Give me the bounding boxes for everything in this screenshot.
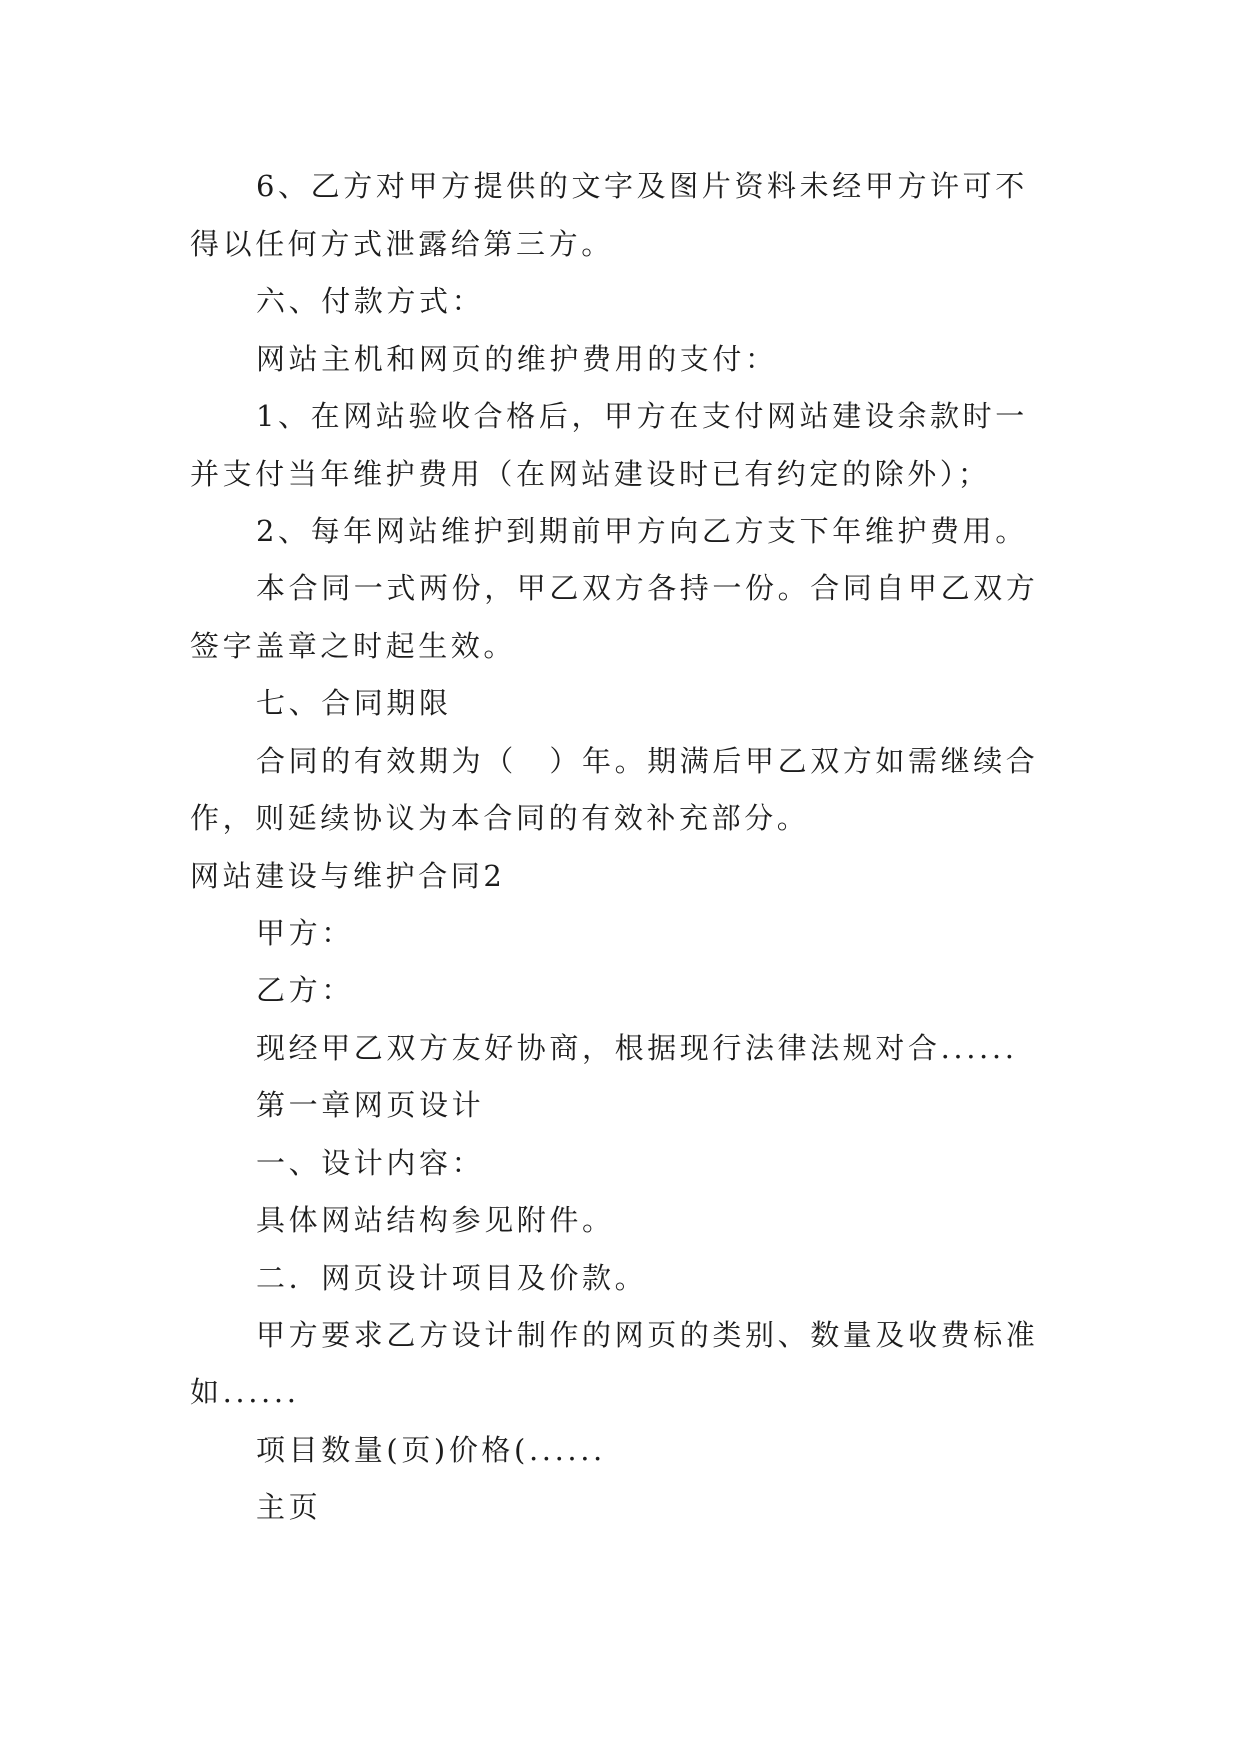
paragraph-term-line-2: 作，则延续协议为本合同的有效补充部分。 [190,801,810,835]
paragraph-clause-6-line-1: 6、乙方对甲方提供的文字及图片资料未经甲方许可不 [256,169,1028,203]
section-heading-term: 七、合同期限 [256,686,452,720]
paragraph-copies-line-2: 签字盖章之时起生效。 [190,629,517,663]
paragraph-design-requirements-line-1: 甲方要求乙方设计制作的网页的类别、数量及收费标准 [256,1318,1039,1352]
table-row-homepage: 主页 [256,1490,322,1524]
paragraph-clause-6-line-2: 得以任何方式泄露给第三方。 [190,227,614,261]
paragraph-maintenance-fee-intro: 网站主机和网页的维护费用的支付： [256,342,778,376]
table-header-items: 项目数量(页)价格(...... [256,1433,606,1467]
paragraph-payment-item-1-line-1: 1、在网站验收合格后，甲方在支付网站建设余款时一 [256,399,1028,433]
paragraph-payment-item-1-line-2: 并支付当年维护费用（在网站建设时已有约定的除外）； [190,457,991,491]
chapter-heading-web-design: 第一章网页设计 [256,1088,485,1122]
paragraph-preamble: 现经甲乙双方友好协商，根据现行法律法规对合...... [256,1031,1018,1065]
paragraph-payment-item-2: 2、每年网站维护到期前甲方向乙方支下年维护费用。 [256,514,1028,548]
section-heading-design-content: 一、设计内容： [256,1146,485,1180]
section-heading-design-items: 二．网页设计项目及价款。 [256,1261,648,1295]
section-heading-payment: 六、付款方式： [256,284,485,318]
paragraph-site-structure: 具体网站结构参见附件。 [256,1203,615,1237]
document-title-contract-2: 网站建设与维护合同2 [190,859,506,893]
paragraph-design-requirements-line-2: 如...... [190,1375,300,1409]
paragraph-copies-line-1: 本合同一式两份，甲乙双方各持一份。合同自甲乙双方 [256,571,1039,605]
party-b-label: 乙方： [256,973,354,1007]
party-a-label: 甲方： [256,916,354,950]
paragraph-term-line-1: 合同的有效期为（ ）年。期满后甲乙双方如需继续合 [256,744,1039,778]
